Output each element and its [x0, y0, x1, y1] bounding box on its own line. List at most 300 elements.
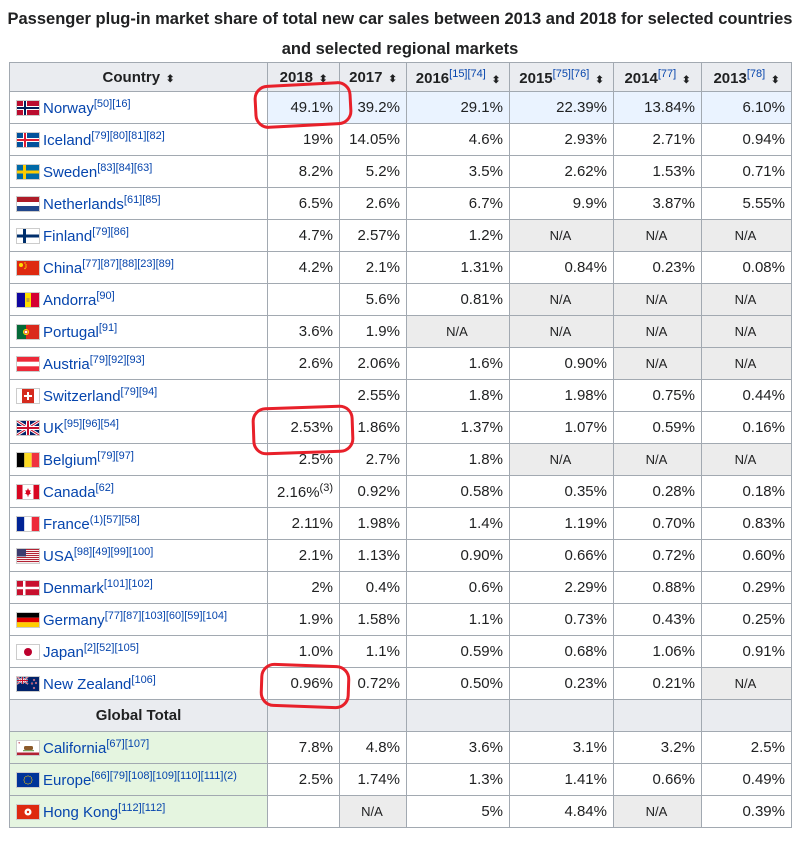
country-cell	[10, 348, 268, 380]
cell-2014	[614, 764, 702, 796]
reference-link[interactable]: [66][79][108][109][110][111](2)	[91, 770, 237, 782]
value-2014: 0.75%	[652, 387, 695, 404]
cell-2017	[340, 124, 407, 156]
column-header-2016[interactable]: 2016[15][74]⬍	[407, 63, 510, 92]
cell-2013	[702, 348, 792, 380]
country-cell	[10, 156, 268, 188]
value-2017: 39.2%	[357, 99, 400, 116]
country-cell	[10, 668, 268, 700]
value-2018: 1.0%	[298, 643, 333, 660]
reference-link[interactable]: [50][16]	[93, 98, 131, 110]
value-2017: 0.4%	[365, 579, 400, 596]
value-2014: 0.23%	[652, 259, 695, 276]
cell-2016	[407, 540, 510, 572]
country-cell	[10, 572, 268, 604]
cell-2013	[702, 444, 792, 476]
value-2014: N/A	[645, 324, 668, 339]
value-2013: 2.5%	[750, 739, 785, 756]
cell-2014	[614, 316, 702, 348]
cell-2013	[702, 636, 792, 668]
value-2016: 0.6%	[468, 579, 503, 596]
cell-2016	[407, 572, 510, 604]
column-header-country[interactable]: Country ⬍	[10, 63, 268, 92]
reference-link[interactable]: [77]	[657, 67, 677, 80]
reference-link[interactable]: [67][107]	[106, 738, 150, 750]
table-row	[10, 732, 792, 764]
value-2013: N/A	[734, 356, 757, 371]
table-row	[10, 604, 792, 636]
denmark-flag-icon	[16, 580, 40, 596]
reference-link[interactable]: [79][94]	[120, 386, 158, 398]
value-2015: 1.07%	[564, 419, 607, 436]
table-row	[10, 220, 792, 252]
value-2013: 0.25%	[742, 611, 785, 628]
cell-2015	[510, 412, 614, 444]
cell-2018	[268, 508, 340, 540]
cell-2013	[702, 188, 792, 220]
country-name-link[interactable]: Denmark	[43, 580, 104, 597]
value-2018: 19%	[302, 131, 333, 148]
value-2013: 6.10%	[742, 99, 785, 116]
value-2015: N/A	[549, 228, 572, 243]
cell-2014	[614, 636, 702, 668]
cell-2013	[702, 604, 792, 636]
value-2015: N/A	[549, 452, 572, 467]
sort-icon[interactable]: ⬍	[771, 74, 780, 86]
reference-link[interactable]: [79][86]	[92, 226, 129, 238]
value-2014: 0.59%	[652, 419, 695, 436]
value-2016: 0.58%	[460, 483, 503, 500]
cell-2016	[407, 508, 510, 540]
cell-2017	[340, 668, 407, 700]
value-2014: 0.28%	[652, 483, 695, 500]
country-name-link[interactable]: Iceland	[43, 132, 92, 149]
cell-2016	[407, 156, 510, 188]
country-cell	[10, 188, 268, 220]
cell-2017	[340, 764, 407, 796]
cell-2017	[340, 156, 407, 188]
table-row	[10, 412, 792, 444]
value-2015: 0.90%	[564, 355, 607, 372]
value-2013: 0.16%	[742, 419, 785, 436]
country-name-link[interactable]: UK	[43, 420, 64, 437]
cell-2015	[510, 92, 614, 124]
california-flag-icon	[16, 740, 40, 756]
column-header-2018[interactable]: 2018 ⬍	[268, 63, 340, 92]
cell-2013	[702, 316, 792, 348]
eu-flag-icon	[16, 772, 40, 788]
country-name-link[interactable]: Belgium	[43, 452, 98, 469]
table-row	[10, 636, 792, 668]
value-2013: 0.08%	[742, 259, 785, 276]
value-2013: N/A	[734, 324, 757, 339]
cell-2017	[340, 572, 407, 604]
value-2017: 1.13%	[357, 547, 400, 564]
value-2016: 1.1%	[468, 611, 503, 628]
value-2017: 2.7%	[365, 451, 400, 468]
value-2017: 1.9%	[365, 323, 400, 340]
cell-2013	[702, 668, 792, 700]
value-2014: N/A	[645, 804, 668, 819]
value-2017: 2.55%	[357, 387, 400, 404]
cell-2014	[614, 188, 702, 220]
country-name-link[interactable]: Germany	[43, 612, 105, 629]
global-total-row	[10, 700, 792, 732]
country-name-link[interactable]: Austria	[43, 356, 90, 373]
cell-2016	[407, 764, 510, 796]
cell-2018	[268, 284, 340, 316]
value-2013: 0.49%	[742, 771, 785, 788]
value-2017: 1.1%	[365, 643, 400, 660]
cell-2017	[340, 444, 407, 476]
value-2013: 0.71%	[742, 163, 785, 180]
reference-link[interactable]: [75][76]	[552, 67, 590, 80]
cell-2017	[340, 252, 407, 284]
cell-2016	[407, 220, 510, 252]
value-2018: 49.1%	[290, 99, 333, 116]
cell-2014	[614, 668, 702, 700]
cell-2015	[510, 540, 614, 572]
cell-2018	[268, 700, 340, 732]
sort-icon[interactable]: ⬍	[388, 73, 397, 85]
value-2018: 4.7%	[298, 227, 333, 244]
cell-2014	[614, 412, 702, 444]
value-2017: 2.57%	[357, 227, 400, 244]
value-2015: 1.19%	[564, 515, 607, 532]
usa-flag-icon	[16, 548, 40, 564]
header-row	[10, 63, 792, 92]
reference-link[interactable]: [79][92][93]	[89, 354, 145, 366]
country-name-link[interactable]: Europe	[43, 772, 92, 789]
reference-link[interactable]: [78]	[746, 67, 766, 80]
value-2013: 0.39%	[742, 803, 785, 820]
value-2016: 1.37%	[460, 419, 503, 436]
cell-2014	[614, 284, 702, 316]
value-2017: 0.72%	[357, 675, 400, 692]
country-cell	[10, 252, 268, 284]
country-name-link[interactable]: Hong Kong	[43, 804, 119, 821]
reference-link[interactable]: [79][80][81][82]	[91, 130, 165, 142]
country-name-link[interactable]: Japan	[43, 644, 84, 661]
china-flag-icon	[16, 260, 40, 276]
reference-link[interactable]: [79][97]	[97, 450, 134, 462]
cell-2016	[407, 348, 510, 380]
cell-2016	[407, 732, 510, 764]
cell-2017	[340, 348, 407, 380]
value-2016: 1.6%	[468, 355, 503, 372]
table-row	[10, 124, 792, 156]
value-2016: 29.1%	[460, 99, 503, 116]
reference-link[interactable]: [15][74]	[449, 67, 486, 80]
column-header-2017[interactable]: 2017 ⬍	[340, 63, 407, 92]
cell-2018	[268, 540, 340, 572]
cell-2013	[702, 540, 792, 572]
reference-link[interactable]: [62]	[95, 482, 114, 494]
value-2015: 9.9%	[572, 195, 607, 212]
cell-2013	[702, 156, 792, 188]
cell-2013	[702, 92, 792, 124]
cell-2018	[268, 316, 340, 348]
value-2017: 1.86%	[357, 419, 400, 436]
sort-icon[interactable]: ⬍	[682, 74, 691, 86]
table-row	[10, 476, 792, 508]
cell-2017	[340, 732, 407, 764]
value-2017: 1.98%	[357, 515, 400, 532]
japan-flag-icon	[16, 644, 40, 660]
reference-link[interactable]: [2][52][105]	[83, 642, 139, 654]
value-2016: 0.90%	[460, 547, 503, 564]
cell-2016	[407, 188, 510, 220]
reference-link[interactable]: [95][96][54]	[63, 418, 119, 430]
cell-2018	[268, 668, 340, 700]
cell-2018	[268, 188, 340, 220]
norway-flag-icon	[16, 100, 40, 116]
cell-2013	[702, 220, 792, 252]
country-name-link[interactable]: Andorra	[43, 292, 97, 309]
value-2017: 4.8%	[365, 739, 400, 756]
table-row	[10, 156, 792, 188]
value-2018: 2.5%	[298, 451, 333, 468]
country-cell	[10, 508, 268, 540]
country-name-link[interactable]: Sweden	[43, 164, 98, 181]
country-cell	[10, 220, 268, 252]
cell-2018	[268, 636, 340, 668]
value-2016: 1.31%	[460, 259, 503, 276]
uk-flag-icon	[16, 420, 40, 436]
table-row	[10, 284, 792, 316]
portugal-flag-icon	[16, 324, 40, 340]
value-2017: 5.2%	[365, 163, 400, 180]
value-2018: 4.2%	[298, 259, 333, 276]
value-2014: N/A	[645, 452, 668, 467]
country-cell	[10, 540, 268, 572]
finland-flag-icon	[16, 228, 40, 244]
column-header-2015[interactable]: 2015[75][76]⬍	[510, 63, 614, 92]
country-cell	[10, 92, 268, 124]
cell-2018	[268, 124, 340, 156]
cell-2017	[340, 412, 407, 444]
country-cell	[10, 604, 268, 636]
value-2018: 7.8%	[298, 739, 333, 756]
country-cell	[10, 796, 268, 828]
sort-icon[interactable]: ⬍	[595, 74, 604, 86]
value-2015: 2.29%	[564, 579, 607, 596]
value-2013: 5.55%	[742, 195, 785, 212]
cell-2016	[407, 124, 510, 156]
table-row	[10, 380, 792, 412]
country-cell	[10, 284, 268, 316]
france-flag-icon	[16, 516, 40, 532]
cell-2015	[510, 252, 614, 284]
market-share-table	[9, 62, 792, 828]
cell-2018	[268, 444, 340, 476]
reference-link[interactable]: [91]	[98, 322, 118, 334]
country-name-link[interactable]: Netherlands	[43, 196, 124, 213]
cell-2014	[614, 732, 702, 764]
value-2016: 1.2%	[468, 227, 503, 244]
sort-icon[interactable]: ⬍	[318, 73, 328, 85]
value-2014: 0.21%	[652, 675, 695, 692]
cell-2013	[702, 284, 792, 316]
value-2015: N/A	[549, 324, 572, 339]
reference-link[interactable]: [112][112]	[118, 802, 166, 814]
reference-link[interactable]: [77][87][103][60][59][104]	[104, 610, 228, 622]
cell-2015	[510, 316, 614, 348]
table-row	[10, 444, 792, 476]
value-2015: 0.23%	[564, 675, 607, 692]
value-2016: 3.6%	[468, 739, 503, 756]
country-cell	[10, 636, 268, 668]
table-row	[10, 572, 792, 604]
cell-2015	[510, 636, 614, 668]
table-row	[10, 92, 792, 124]
value-2015: 2.93%	[564, 131, 607, 148]
cell-2016	[407, 668, 510, 700]
cell-2013	[702, 732, 792, 764]
cell-2018	[268, 476, 340, 508]
cell-2015	[510, 476, 614, 508]
value-2016: N/A	[446, 324, 468, 339]
column-header-2013[interactable]: 2013[78]⬍	[702, 63, 792, 92]
cell-2015	[510, 444, 614, 476]
cell-2017	[340, 476, 407, 508]
cell-2017	[340, 380, 407, 412]
cell-2016	[407, 604, 510, 636]
value-2018: 8.2%	[298, 163, 333, 180]
country-name-link[interactable]: Canada	[43, 484, 96, 501]
value-2015: 0.84%	[564, 259, 607, 276]
value-2018: 2.53%	[290, 419, 333, 436]
value-2015: 0.35%	[564, 483, 607, 500]
reference-link[interactable]: [101][102]	[103, 578, 153, 590]
country-cell	[10, 412, 268, 444]
cell-2013	[702, 252, 792, 284]
hong-kong-flag-icon	[16, 804, 40, 820]
cell-2015	[510, 732, 614, 764]
country-name-link[interactable]: California	[43, 740, 107, 757]
cell-2015	[510, 796, 614, 828]
cell-2015	[510, 700, 614, 732]
cell-2015	[510, 124, 614, 156]
value-2016: 3.5%	[468, 163, 503, 180]
value-2015: 3.1%	[572, 739, 607, 756]
country-name-link[interactable]: China	[43, 260, 83, 277]
value-2015: 0.68%	[564, 643, 607, 660]
value-2013: N/A	[734, 676, 757, 691]
table-row	[10, 316, 792, 348]
value-2016: 0.50%	[460, 675, 503, 692]
value-2015: 1.98%	[564, 387, 607, 404]
value-2018: 2.5%	[298, 771, 333, 788]
table-row	[10, 764, 792, 796]
reference-link[interactable]: [77][87][88][23][89]	[82, 258, 174, 270]
cell-2014	[614, 444, 702, 476]
cell-2017	[340, 220, 407, 252]
reference-link[interactable]: [90]	[96, 290, 115, 302]
cell-2014	[614, 700, 702, 732]
table-caption: Passenger plug-in market share of total new car sales between 2013 and 2018 for selected countries and selected regional markets	[7, 10, 793, 58]
column-header-2014[interactable]: 2014[77]⬍	[614, 63, 702, 92]
cell-2016	[407, 380, 510, 412]
reference-link[interactable]: [61][85]	[123, 194, 161, 206]
cell-2017	[340, 540, 407, 572]
value-2017: N/A	[361, 804, 383, 819]
cell-2016	[407, 412, 510, 444]
sort-icon[interactable]: ⬍	[491, 74, 501, 86]
cell-2013	[702, 796, 792, 828]
cell-2013	[702, 700, 792, 732]
value-2015: 2.62%	[564, 163, 607, 180]
value-2016: 1.8%	[468, 451, 503, 468]
cell-2013	[702, 380, 792, 412]
country-cell	[10, 124, 268, 156]
value-2018: 2.11%	[291, 515, 333, 532]
iceland-flag-icon	[16, 132, 40, 148]
table-row	[10, 252, 792, 284]
value-2013: N/A	[734, 228, 757, 243]
reference-link[interactable]: [83][84][63]	[97, 162, 153, 174]
value-2014: 1.53%	[652, 163, 695, 180]
cell-2014	[614, 604, 702, 636]
value-2016: 5%	[481, 803, 503, 820]
country-name-link[interactable]: France	[43, 516, 90, 533]
value-2016: 1.8%	[468, 387, 503, 404]
new-zealand-flag-icon	[16, 676, 40, 692]
reference-link[interactable]: [106]	[131, 674, 156, 686]
cell-2016	[407, 252, 510, 284]
cell-2017	[340, 604, 407, 636]
country-name-link[interactable]: USA	[43, 548, 74, 565]
cell-2015	[510, 188, 614, 220]
value-2016: 1.3%	[468, 771, 503, 788]
sort-icon[interactable]: ⬍	[166, 73, 175, 85]
country-cell	[10, 380, 268, 412]
country-name-link[interactable]: Switzerland	[43, 388, 121, 405]
value-2015: 22.39%	[556, 99, 607, 116]
value-2017: 2.06%	[357, 355, 400, 372]
value-2013: 0.91%	[742, 643, 785, 660]
country-name-link[interactable]: Norway	[43, 100, 94, 117]
cell-2018	[268, 380, 340, 412]
value-2013: N/A	[734, 452, 757, 467]
cell-2014	[614, 476, 702, 508]
value-2013: 0.60%	[742, 547, 785, 564]
cell-2015	[510, 764, 614, 796]
cell-2017	[340, 188, 407, 220]
cell-2018	[268, 412, 340, 444]
cell-2014	[614, 572, 702, 604]
cell-2016	[407, 92, 510, 124]
cell-2016	[407, 444, 510, 476]
value-2016: 1.4%	[468, 515, 503, 532]
cell-2018	[268, 156, 340, 188]
value-2015: 0.73%	[564, 611, 607, 628]
country-name-link[interactable]: New Zealand	[43, 676, 132, 693]
country-name-link[interactable]: Portugal	[43, 324, 99, 341]
value-2014: N/A	[645, 228, 668, 243]
footnote-marker: (3)	[319, 482, 333, 494]
value-2016: 4.6%	[468, 131, 503, 148]
belgium-flag-icon	[16, 452, 40, 468]
cell-2018	[268, 92, 340, 124]
cell-2016	[407, 316, 510, 348]
reference-link[interactable]: [98][49][99][100]	[73, 546, 154, 558]
cell-2015	[510, 668, 614, 700]
value-2017: 1.74%	[357, 771, 400, 788]
value-2014: 0.66%	[652, 771, 695, 788]
country-name-link[interactable]: Finland	[43, 228, 93, 245]
reference-link[interactable]: (1)[57][58]	[89, 514, 140, 526]
